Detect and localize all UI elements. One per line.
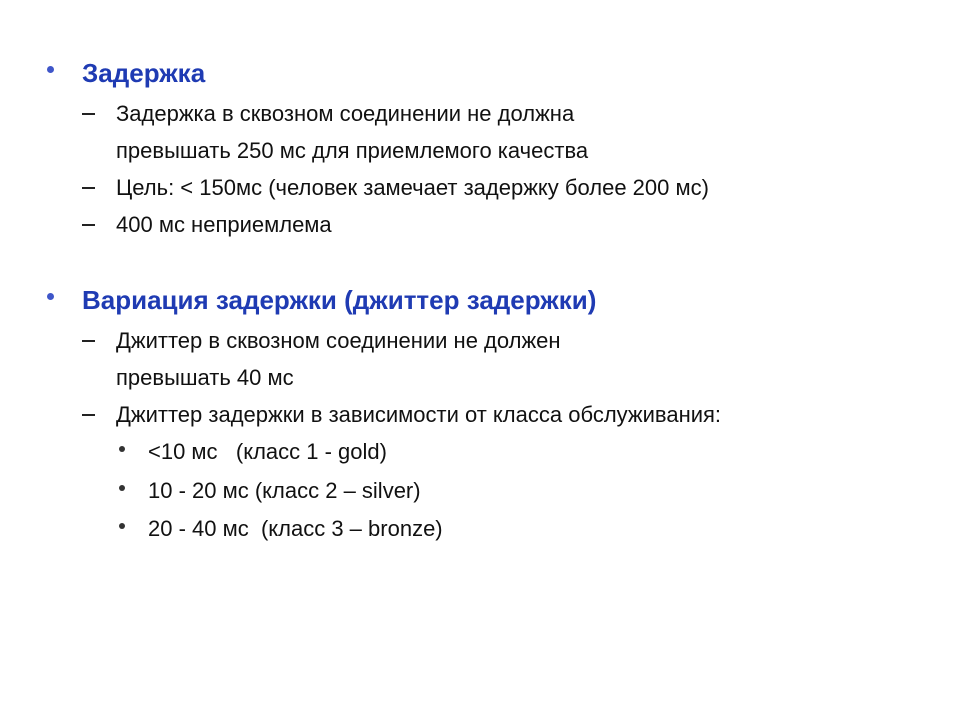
item-line: превышать 40 мс bbox=[116, 365, 294, 390]
dash-icon bbox=[82, 113, 95, 115]
dash-icon bbox=[82, 414, 95, 416]
item-line: Задержка в сквозном соединении не должна bbox=[116, 101, 575, 126]
item-line: Джиттер задержки в зависимости от класса обслуживания: bbox=[116, 402, 722, 427]
dash-icon bbox=[82, 340, 95, 342]
sub-item-text: 10 - 20 мс (класс 2 – silver) bbox=[148, 478, 421, 503]
dash-icon bbox=[82, 187, 95, 189]
item-line: 400 мс неприемлема bbox=[116, 212, 332, 237]
item-line: превышать 250 мс для приемлемого качества bbox=[116, 138, 589, 163]
section-title: Задержка bbox=[82, 58, 206, 88]
bullet-icon bbox=[47, 66, 54, 73]
bullet-icon bbox=[47, 293, 54, 300]
sub-bullet-icon bbox=[119, 523, 125, 529]
dash-icon bbox=[82, 224, 95, 226]
section-title: Вариация задержки (джиттер задержки) bbox=[82, 285, 597, 315]
sub-item-text: <10 мс (класс 1 - gold) bbox=[148, 439, 387, 464]
item-line: Цель: < 150мс (человек замечает задержку более 200 мс) bbox=[116, 175, 709, 200]
sub-item-text: 20 - 40 мс (класс 3 – bronze) bbox=[148, 516, 443, 541]
sub-bullet-icon bbox=[119, 485, 125, 491]
sub-bullet-icon bbox=[119, 446, 125, 452]
item-line: Джиттер в сквозном соединении не должен bbox=[116, 328, 561, 353]
